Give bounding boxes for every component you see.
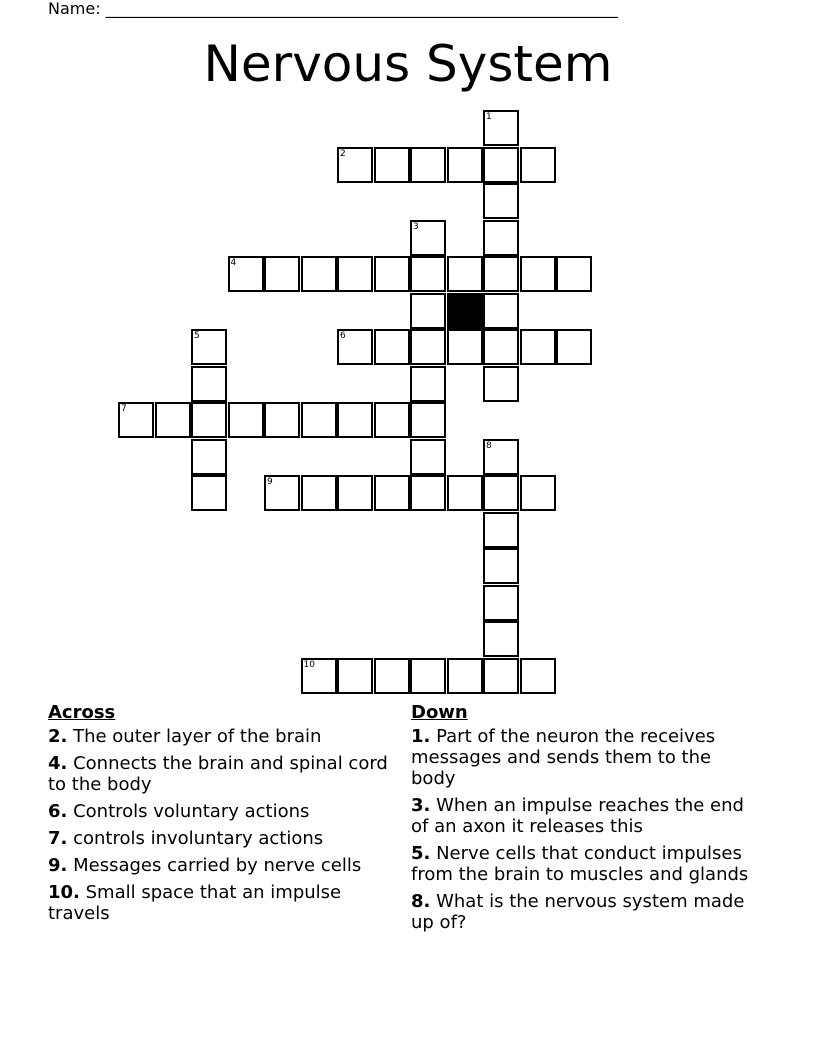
clue-text: Part of the neuron the receives messages and sends them to the body bbox=[411, 726, 716, 789]
clue-number-label: 7. bbox=[48, 828, 68, 849]
clue-number: 8 bbox=[486, 440, 492, 451]
clue-number: 4 bbox=[230, 258, 237, 268]
down-clue bbox=[411, 726, 761, 789]
across-clue-list bbox=[48, 726, 388, 924]
crossword-cell[interactable] bbox=[301, 658, 337, 694]
crossword-cell[interactable] bbox=[191, 366, 227, 402]
crossword-cell[interactable] bbox=[374, 147, 410, 183]
crossword-cell[interactable] bbox=[520, 329, 556, 365]
clue-number: 5 bbox=[194, 331, 200, 341]
crossword-cell[interactable] bbox=[410, 293, 446, 329]
crossword-cell[interactable] bbox=[447, 475, 483, 511]
crossword-cell[interactable] bbox=[447, 329, 483, 365]
crossword-cell[interactable] bbox=[520, 256, 556, 292]
clue-text: The outer layer of the brain bbox=[67, 726, 322, 747]
down-clue bbox=[411, 891, 761, 933]
crossword-cell[interactable] bbox=[337, 147, 373, 183]
clue-text: Small space that an impulse travels bbox=[48, 882, 342, 924]
clue-text: controls involuntary actions bbox=[67, 828, 324, 849]
across-clue bbox=[48, 828, 388, 849]
crossword-cell[interactable] bbox=[483, 475, 519, 511]
black-cell bbox=[447, 293, 483, 329]
clue-number-label: 4. bbox=[48, 753, 68, 774]
crossword-cell[interactable] bbox=[483, 512, 519, 548]
across-clue bbox=[48, 726, 388, 747]
crossword-cell[interactable] bbox=[191, 439, 227, 475]
crossword-cell[interactable] bbox=[337, 475, 373, 511]
crossword-cell[interactable] bbox=[374, 256, 410, 292]
name-label: Name: bbox=[48, 0, 101, 18]
crossword-cell[interactable] bbox=[447, 256, 483, 292]
across-clue bbox=[48, 855, 388, 876]
crossword-cell[interactable] bbox=[483, 658, 519, 694]
clue-number: 1 bbox=[486, 112, 492, 122]
crossword-cell[interactable] bbox=[556, 256, 592, 292]
clue-text: What is the nervous system made up of? bbox=[411, 891, 745, 933]
crossword-cell[interactable] bbox=[337, 256, 373, 292]
across-heading: Across bbox=[48, 702, 116, 723]
crossword-cell[interactable] bbox=[410, 658, 446, 694]
crossword-cell[interactable] bbox=[483, 366, 519, 402]
crossword-cell[interactable] bbox=[483, 329, 519, 365]
page-title: Nervous System bbox=[203, 35, 613, 93]
name-blank: ________________________________________________________________ bbox=[105, 0, 618, 18]
crossword-cell[interactable] bbox=[447, 147, 483, 183]
across-clue bbox=[48, 801, 388, 822]
crossword-cell[interactable] bbox=[337, 329, 373, 365]
crossword-cell[interactable] bbox=[410, 220, 446, 256]
crossword-cell[interactable] bbox=[301, 256, 337, 292]
clue-number: 3 bbox=[413, 221, 419, 232]
crossword-cell[interactable] bbox=[410, 475, 446, 511]
crossword-cell[interactable] bbox=[264, 402, 300, 438]
crossword-cell[interactable] bbox=[228, 256, 264, 292]
crossword-cell[interactable] bbox=[447, 658, 483, 694]
clue-number-label: 6. bbox=[48, 801, 68, 822]
crossword-cell[interactable] bbox=[155, 402, 191, 438]
down-clue bbox=[411, 795, 761, 837]
crossword-cell[interactable] bbox=[264, 256, 300, 292]
crossword-cell[interactable] bbox=[118, 402, 154, 438]
clue-text: Connects the brain and spinal cord to the body bbox=[48, 753, 388, 795]
crossword-cell[interactable] bbox=[410, 147, 446, 183]
clue-number-label: 8. bbox=[411, 891, 431, 912]
clue-number-label: 3. bbox=[411, 795, 431, 816]
crossword-cell[interactable] bbox=[337, 658, 373, 694]
crossword-cell[interactable] bbox=[410, 366, 446, 402]
crossword-cell[interactable] bbox=[483, 293, 519, 329]
down-clues bbox=[411, 702, 761, 939]
clue-number: 6 bbox=[340, 331, 346, 341]
crossword-cell[interactable] bbox=[374, 402, 410, 438]
across-clue bbox=[48, 882, 388, 924]
down-clue bbox=[411, 843, 761, 885]
clue-number-label: 1. bbox=[411, 726, 431, 747]
clue-number-label: 5. bbox=[411, 843, 431, 864]
clue-text: When an impulse reaches the end of an axon it releases this bbox=[411, 795, 744, 837]
crossword-cell[interactable] bbox=[228, 402, 264, 438]
crossword-cell[interactable] bbox=[410, 256, 446, 292]
crossword-cell[interactable] bbox=[191, 475, 227, 511]
crossword-cell[interactable] bbox=[483, 621, 519, 657]
crossword-cell[interactable] bbox=[483, 548, 519, 584]
crossword-cell[interactable] bbox=[520, 658, 556, 694]
crossword-cell[interactable] bbox=[520, 147, 556, 183]
crossword-cell[interactable] bbox=[191, 329, 227, 365]
clue-number: 10 bbox=[303, 659, 315, 670]
clue-text: Messages carried by nerve cells bbox=[67, 855, 362, 876]
crossword-cell[interactable] bbox=[483, 256, 519, 292]
clue-number-label: 9. bbox=[48, 855, 68, 876]
down-clue-list bbox=[411, 726, 761, 933]
clue-text: Nerve cells that conduct impulses from the brain to muscles and glands bbox=[411, 843, 749, 885]
crossword-cell[interactable] bbox=[301, 475, 337, 511]
clue-number: 7 bbox=[121, 404, 127, 414]
crossword-cell[interactable] bbox=[483, 183, 519, 219]
clue-text: Controls voluntary actions bbox=[67, 801, 310, 822]
crossword-cell[interactable] bbox=[483, 147, 519, 183]
clue-number-label: 10. bbox=[48, 882, 80, 903]
crossword-cell[interactable] bbox=[483, 439, 519, 475]
crossword-cell[interactable] bbox=[410, 329, 446, 365]
crossword-cell[interactable] bbox=[483, 585, 519, 621]
crossword-cell[interactable] bbox=[410, 439, 446, 475]
crossword-cell[interactable] bbox=[520, 475, 556, 511]
crossword-cell[interactable] bbox=[337, 402, 373, 438]
clue-number: 2 bbox=[340, 148, 346, 159]
across-clue bbox=[48, 753, 388, 795]
across-clues bbox=[48, 702, 388, 930]
crossword-cell[interactable] bbox=[374, 475, 410, 511]
crossword-cell[interactable] bbox=[483, 110, 519, 146]
crossword-cell[interactable] bbox=[264, 475, 300, 511]
crossword-cell[interactable] bbox=[191, 402, 227, 438]
clue-number: 9 bbox=[267, 477, 273, 487]
crossword-cell[interactable] bbox=[301, 402, 337, 438]
crossword-cell[interactable] bbox=[374, 658, 410, 694]
clue-number-label: 2. bbox=[48, 726, 68, 747]
crossword-cell[interactable] bbox=[410, 402, 446, 438]
crossword-cell[interactable] bbox=[374, 329, 410, 365]
down-heading: Down bbox=[411, 702, 468, 723]
crossword-cell[interactable] bbox=[556, 329, 592, 365]
crossword-cell[interactable] bbox=[483, 220, 519, 256]
